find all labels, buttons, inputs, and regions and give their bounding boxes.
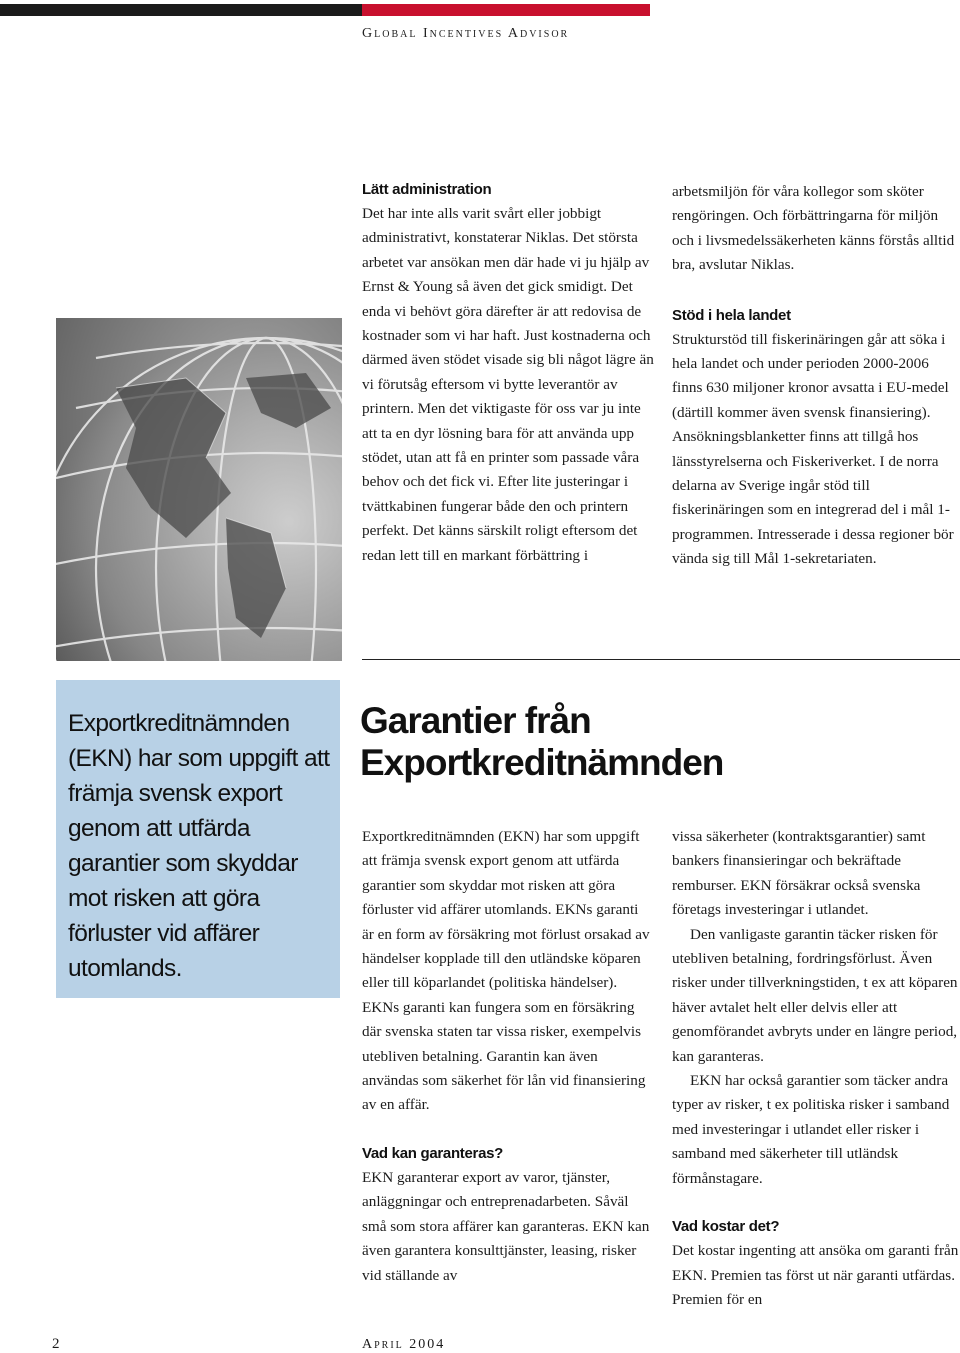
upper-left-column [362,178,658,568]
body-paragraph: vissa säkerheter (kontraktsgarantier) samt bankers finansieringar och bekräftade remburser. EKN försäkrar också svenska företags investeringar i utlandet. [672,828,926,919]
section-heading: Vad kan garanteras? [362,1144,504,1162]
headline-line: Garantier från [360,700,591,741]
body-paragraph: Exportkreditnämnden (EKN) har som uppgift att främja svensk export genom att utfärda garantier som skyddar mot risken att göra förluster vid affärer utomlands. EKNs garanti är en form av försäkring mot förlust orsakad av händelser kopplade till den utländske köparen eller till köparlandet (politiska händelser). EKNs garanti kan fungera som en försäkring där svenska staten tar vissa risker, exempelvis utebliven betalning. Garantin kan även användas som säkerhet för lån vid finansiering av en affär. [362,828,650,1114]
issue-date: April 2004 [362,1337,446,1352]
headline-line: Exportkreditnämnden [360,742,724,783]
pull-quote-box [56,680,340,998]
body-paragraph: Det har inte alls varit svårt eller jobbigt administrativt, konstaterar Niklas. Det största arbetet var ansökan men där hade vi ju hjälp av Ernst & Young så även det gick smidigt. Det enda vi behövt göra därefter är att redovisa de kostnader som vi har haft. Just kostnaderna och därmed även stödet visade sig bli något lägre än vi förutsåg eftersom vi bytte leverantör av printern. Men det viktigaste för oss var ju inte att ta en dyr lösning bara för att använda upp stödet, utan att få en printer som passade våra behov och det fick vi. Efter lite justeringar i tvättkabinen fungerar både den och printern perfekt. Det känns särskilt roligt eftersom det redan lett till en markant förbättring i [362,205,654,564]
page-number: 2 [52,1336,60,1352]
article-right-column [672,825,959,1312]
section-heading: Lätt administration [362,181,492,198]
section-heading: Vad kostar det? [672,1218,780,1236]
section-divider [362,659,960,660]
body-paragraph: Det kostar ingenting att ansöka om garanti från EKN. Premien tas först ut när garanti utfärdas. Premien för en [672,1242,959,1308]
body-paragraph: Den vanligaste garantin täcker risken för utebliven betalning, fordringsförlust. Även risker under tillverkningstiden, t ex att köparen häver avtalet helt eller delvis eller att genomförandet avbryts under en längre period, kan garanteras. [672,925,958,1065]
publication-title: Global Incentives Advisor [362,26,570,41]
header-bar-red [362,4,650,16]
body-paragraph: Strukturstöd till fiskerinäringen går att söka i hela landet och under perioden 2000-2006 finns 630 miljoner kronor avsatta i EU-medel (därtill kommer även svensk finansiering). Ansökningsblanketter finns att tillgå hos länsstyrelserna och Fiskeriverket. I de norra delarna av Sverige ingår stöd till fiskerinäringen som en integrerad del i mål 1-programmen. Intresserade i dessa regioner bör vända sig till Mål 1-sekretariaten. [672,330,954,568]
body-paragraph: arbetsmiljön för våra kollegor som sköter rengöringen. Och förbättringarna för miljön och i livsmedelssäkerheten känns förstås alltid bra, avslutar Niklas. [672,183,955,274]
article-left-column [362,825,652,1288]
globe-icon [56,318,342,661]
body-paragraph: EKN har också garantier som täcker andra typer av risker, t ex politiska risker i samband med investeringar i utlandet eller risker i samband med säkerheter till utländsk förmånstagare. [672,1072,950,1187]
globe-sculpture-photo [56,318,342,661]
header-bar-dark [0,4,362,16]
upper-right-column [672,180,958,572]
section-heading: Stöd i hela landet [672,306,791,324]
body-paragraph: EKN garanterar export av varor, tjänster, anläggningar och entreprenadarbeten. Såväl små som stora affärer kan garanteras. EKN kan även garantera konsulttjänster, leasing, risker vid ställande av [362,1168,650,1284]
pull-quote-text: Exportkreditnämnden (EKN) har som uppgift att främja svensk export genom att utfärda garantier som skyddar mot risken att göra förluster vid affärer utomlands. [68,710,330,982]
article-headline [360,700,723,784]
